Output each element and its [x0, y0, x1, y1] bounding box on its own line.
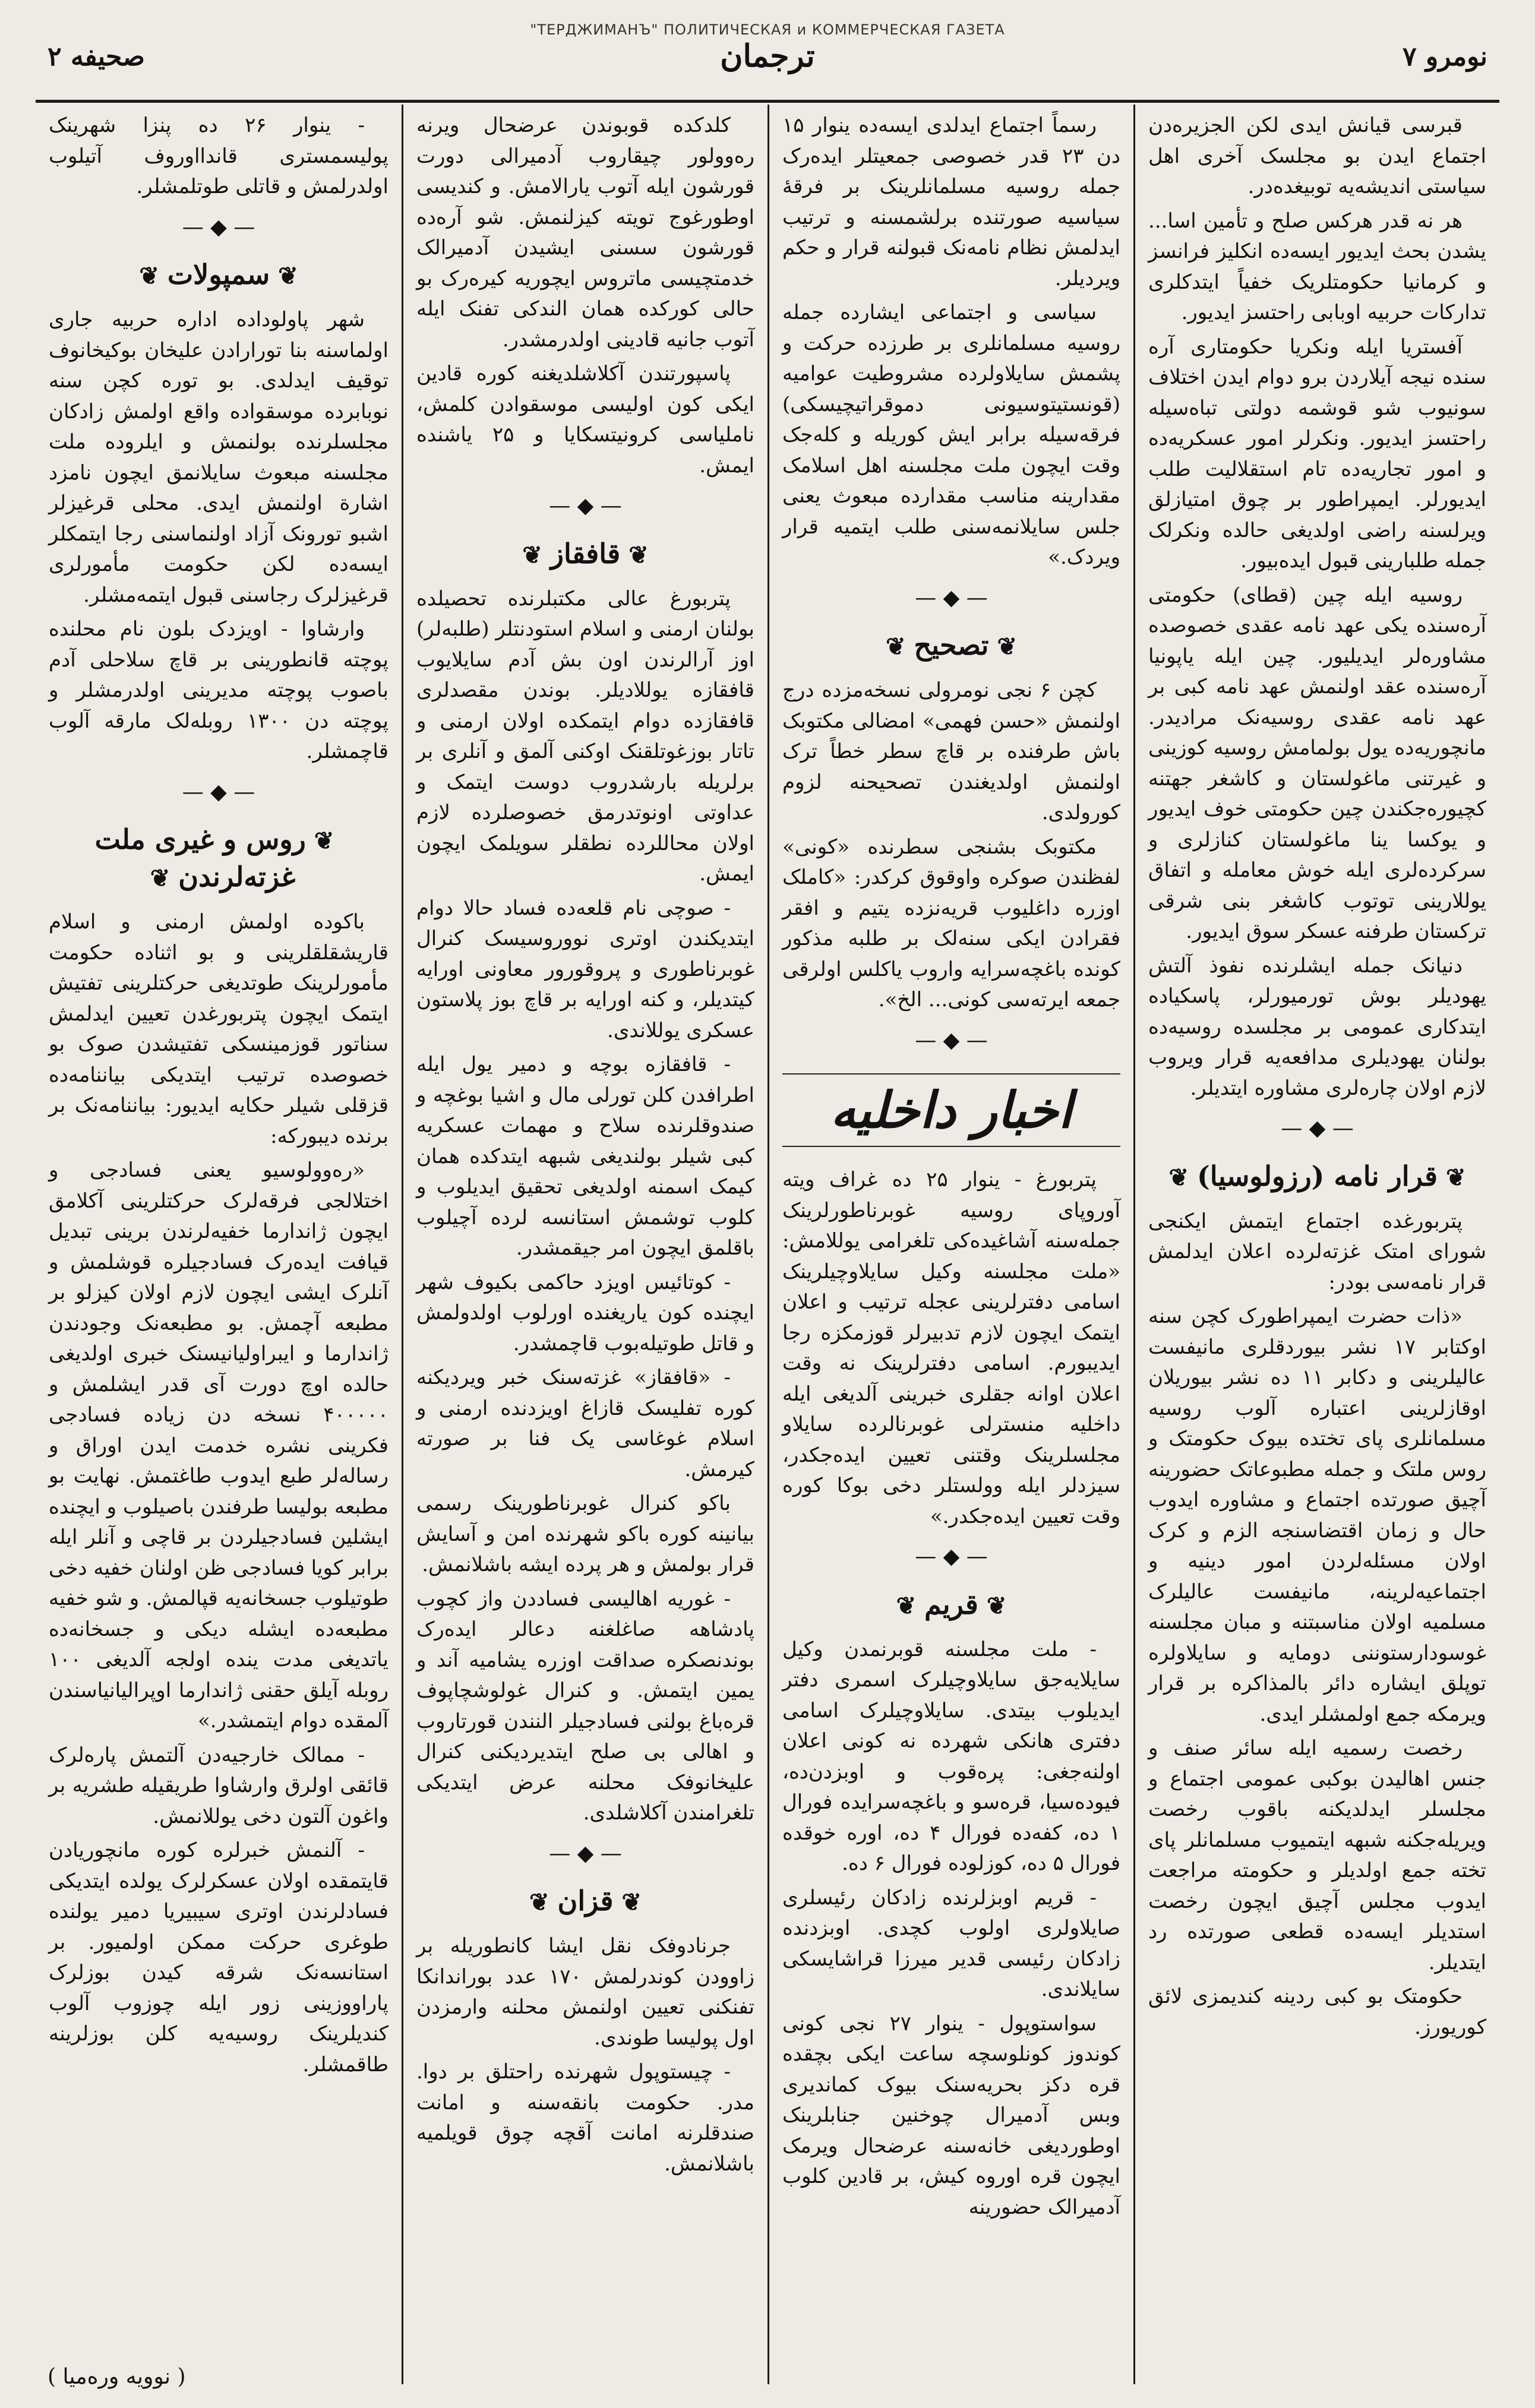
- ornament-icon: ❦: [997, 633, 1017, 661]
- paragraph: - ملت مجلسنه قوبرنمدن وکیل سایلایه‌جق سایلاوچیلرک اسمری دفتر ایدیلوب بیتدی. سایلاوچیلرک اسامی دفتری هانکی شهرده نه کونی اعلان اولنه‌جغی: پره‌قوب و اوبزدن‌ده، فیوده‌سیا، قره‌سو و باغچه‌سرایده فورال ۱ ده، کفه‌ده فورال ۴ ده، اوره خوقده فورال ۵ ده، کوزلوده فورال ۶ ده.: [782, 1637, 1120, 1875]
- ornament-icon: ❦: [150, 864, 170, 892]
- ornament-icon: ❦: [529, 1888, 549, 1916]
- russian-subtitle: "ТЕРДЖИМАНЪ" ПОЛИТИЧЕСКАЯ и КОММЕРЧЕСКАЯ ГАЗЕТА: [530, 21, 1005, 38]
- paragraph: «ره‌وولوسیو یعنی فسادجی و اختلالجی فرقه‌لرک حرکتلرینی آکلامق ایچون ژاندارما خفیه‌لرندن برینی تبدیل قیافت ایده‌رک فسادجیلره قوشلمش و آنلرک ایشی ایچون لازم اولان کیزلو بر مطبعه آچمش. بو مطبعه‌نک وجودندن ژاندارما و ایبراولیانیسنک خبری اولدیغی حالده اوچ دورت آی قدر ایشلمش و ۴۰۰۰۰۰ نسخه دن زیاده فسادجی فکرینی نشره خدمت ایدن اوراق و رساله‌لر طبع ایدوب طاغتمش. نهایت بو مطبعه بولیسا طرفندن باصیلوب و ایچنده ایشلین فسادجیلردن بر قاچی و آنلر ایله برابر کویا فسادجی ظن اولنان خفیه دخی طوتیلوب جسخانه‌یه قپالمش. و شو خفیه مطبعه‌ده ایشله دیکی و جسخانه‌ده یاتدیغی مدت ینده اولجه آلدیغی ۱۰۰ روبله آیلق حقنی ژاندارما اوپرالیانیاسندن آلمقده دوام ایتمشدر.»: [49, 1158, 389, 1733]
- section-divider: — ◆ —: [182, 779, 255, 804]
- paragraph: - قافقازه بوچه و دمیر یول ایله اطرافدن کلن تورلی مال و اشیا بوغچه و صندوقلرنده سلاح و مهمات عسکریه کبی شیلر بولندیغی شبهه ایتدکده همان کیمک اسمنه اولدیغی تحقیق ایدیلوب و کلوب توشمش استانسه لرده آچیلوب باقلمق ایچون امر جیقمشدر.: [416, 1053, 754, 1260]
- section-divider: — ◆ —: [549, 1841, 622, 1866]
- paragraph: وارشاوا - اویزدک بلون نام محلنده پوچته قانطورینی بر قاچ سلاحلی آدم باصوب پوچته مدیرینی اولدرمشلر و پوچته دن ۱۳۰۰ روبله‌لک مارقه آلوب قاچمشلر.: [49, 617, 389, 763]
- paragraph: پتربورغده اجتماع ایتمش ایکنجی شورای امتک غزته‌لرده اعلان ایدلمش قرار نامه‌سی بودر:: [1148, 1209, 1486, 1294]
- source-note: ( نوویه وره‌میا ): [48, 2365, 186, 2389]
- ornament-icon: ❦: [1445, 1163, 1466, 1192]
- paragraph: باکوده اولمش ارمنی و اسلام قاریشقلقلرینی و بو اثناده حکومت مأمورلرینک طوتدیغی حرکتلرینی تفتیش ایتمک ایچون پتربورغدن تعیین ایدلمش سناتور قوزمینسکی تفتیشدن صوک بو خصوصده ترتیب ایتدیکی بیاننامه‌ده قزقلی شیلر حکایه ایدیور: بیاننامه‌نک بر برنده دیبورکه:: [49, 910, 389, 1148]
- paragraph: رسماً اجتماع ایدلدی ایسه‌ده ینوار ۱۵ دن ۲۳ قدر خصوصی جمعیتلر ایده‌رک جمله روسیه مسلمانلرینک بر فرقهٔ سیاسیه صورتنده برلشمسنه و ترتیب ایدلمش نظام نامه‌نک قبولنه قرار و حکم ویردیلر.: [782, 113, 1120, 290]
- section-divider: — ◆ —: [915, 1544, 988, 1569]
- paragraph: کلدکده قوبوندن عرضحال ویرنه ره‌وولور چیقاروب آدمیرالی دورت قورشون ایله آتوب یارالامش. و کندیسی اوطورغوج تویته کیزلنمش. شو آره‌ده قورشون سسنی ایشیدن آدمیرالک خدمتچیسی ماتروس ایچوریه کیره‌رک بو حالی کورکده همان الندکی تفنک ایله آتوب جانیه قادینی اولدرمشدر.: [416, 113, 754, 352]
- section-divider: — ◆ —: [549, 494, 622, 518]
- paragraph: شهر پاولوداده اداره حربیه جاری اولماسنه بنا تورارادن علیخان بوکیخانوف توقیف ایدلدی. بو توره کچن سنه نوبابرده موسقواده واقع اولمش زادکان مجلسلرنده بولنمش و ایلروده ملت مجلسنه مبعوث سایلانمق ایچون نامزد اشارة اولنمش ایدی. محلی قرغیزلر اشبو تورونک آزاد اولنماسنی رجا ایتمکلر ایسه‌ده لکن حکومت مأمورلری قرغیزلرک رجاسنی قبول ایتمه‌مشلر.: [49, 308, 389, 607]
- section-heading: [782, 627, 1120, 665]
- section-heading-text: سمپولات: [167, 258, 270, 290]
- paragraph: هر نه قدر هرکس صلح و تأمین اسا... یشدن بحث ایدیور ایسه‌ده انکلیز فرانسز و کرمانیا حکومتلریک خفیاً ایتدکلری تدارکات حربیه اوبابی راحتسز ایدیور.: [1148, 208, 1486, 324]
- ornament-icon: ❦: [986, 1591, 1007, 1620]
- paragraph: حکومتک بو کبی ردینه کندیمزی لائق کوریورز.: [1148, 1984, 1486, 2039]
- ornament-icon: ❦: [886, 633, 906, 661]
- ornament-icon: ❦: [314, 827, 334, 855]
- section-heading-text: تصحیح: [914, 629, 989, 661]
- section-heading: [49, 257, 389, 294]
- paragraph: - ممالک خارجیه‌دن آلتمش پاره‌لرک قائقی اولرق وارشاوا طریقیله طشریه بر واغون آلتون دخی یوللانمش.: [49, 1743, 389, 1828]
- paragraph: دنیانک جمله ایشلرنده نفوذ آلتش یهودیلر بوش تورمیورلر، پاسکیاده ایتدکاری عمومی بر مجلسده روسیه‌ده بولنان یهودیلری مدافعه‌یه قرار ویروب لازم اولان چاره‌لری مشاوره ایتدیلر.: [1148, 953, 1486, 1100]
- paragraph: «ذات حضرت ایمپراطورک کچن سنه اوکتابر ۱۷ نشر بیوردقلری مانیفست عالیلرینی و دکابر ۱۱ ده نشر بیوریلان اوقازلرینی اعتباره آلوب روسیه مسلمانلری پای تختده بیوک حکومتک و روس ملتک و جمله مطبوعاتک حضورینه آچیق صورتده اجتماع و مشاوره ایدوب حال و زمان اقتضاسنجه الزم و کرک اولان مسئله‌لردن امور دینیه و اجتماعیه‌لرینه، مانیفست عالیلرک مسلمیه اولان مناسبتنه و مبان مجلسنه غوسودارستوننی دومایه و سایلاولره توپلق ایشاره دائر بالمذاکره بر قرار ویرمکه جمع اولمشلر ایدی.: [1148, 1304, 1487, 1726]
- paragraph: پاسپورتندن آکلاشلدیغنه کوره قادین ایکی کون اولیسی موسقوادن کلمش، ناملیاسی کرونیتسکایا و ۲۵ یاشنده ایمش.: [416, 362, 754, 478]
- section-heading-text: قریم: [924, 1588, 978, 1620]
- paragraph: - صوچی نام قلعه‌ده فساد حالا دوام ایتدیکندن اوتری نووروسیسک کنرال غوبرناطوری و پروقورور معاونی اورایه کیتدیلر، و کنه اورایه بر قاچ بوز پلاستون عسکری یوللاندی.: [416, 896, 754, 1042]
- section-divider: — ◆ —: [915, 1028, 988, 1053]
- paragraph: قبرسی قیانش ایدی لکن الجزیره‌دن اجتماع ایدن بو مجلسک آخری اهل سیاستی اندیشه‌یه توبیغده‌در.: [1148, 113, 1486, 198]
- paragraph: مکتوبک بشنجی سطرنده «کونی» لفظندن صوکره واوقوق کرکدر: «کاملک اوزره داغلیوب قریه‌نزده یتیم و افقر فقرادن ایکی سنه‌لک بر طلبه مذکور کونده باغچه‌سرایه واروب یاکلس اولرقی جمعه ایرته‌سی کونی... الخ».: [782, 835, 1120, 1012]
- column-2: [768, 105, 1133, 2384]
- ornament-icon: ❦: [278, 262, 298, 290]
- paragraph: کچن ۶ نجی نومرولی نسخه‌مزده درج اولنمش «حسن فهمی» امضالی مکتوبک باش طرفنده بر قاچ سطر خطاً ترک اولنمش اولدیغندن تصحیحنه لزوم کورولدی.: [782, 678, 1120, 824]
- paragraph: - غوریه اهالیسی فساددن واز کچوب پادشاهه صاغلغنه دعالر ایده‌رک بوندنصکره صداقت اوزره یشامیه آند و یمین ایتمش. و کنرال غولوشچاپوف قره‌باغ بولنی فسادجیلر النندن قورتاروب و اهالی بی صلح ایتدیردیکنی کنرال علیخانوفک محلنه عرض ایتدیکی تلغرامندن آکلاشلدی.: [416, 1587, 754, 1825]
- paragraph: سیاسی و اجتماعی ایشارده جمله روسیه مسلمانلری بر طرزده حرکت و پشمش سایلاولرده مشروطیت عوامیه (قونستیتوسیونی دموقراتیچیسکی) فرقه‌سیله برابر ایش کوریله و کله‌جک وقت ایچون ملت مجلسنه اهل اسلامک مقدارینه مناسب مقدارده مبعوث یعنی جلس سایلانمه‌سنی طلب ایتمیه قرار ویردک.»: [782, 301, 1120, 569]
- section-heading: [416, 536, 754, 573]
- paragraph: جرنادوفک نقل ایشا کانطوریله بر زاوودن کوندرلمش ۱۷۰ عدد بوراندانکا تفنکنی تعیین اولنمش محلنه وارمزدن اول پولیسا طوندی.: [416, 1934, 754, 2050]
- ornament-icon: ❦: [522, 541, 542, 569]
- paragraph: - «قافقاز» غزته‌سنک خبر ویردیکنه کوره تفلیسک قازاغ اویزدنده ارمنی و اسلام غوغاسی یک فنا بر صورته کیرمش.: [416, 1366, 754, 1481]
- paragraph: - چیستوپول شهرنده راحتلق بر دوا. مدر. حکومت بانقه‌سنه و امانت صندقلرنه امانت آقچه چوق قویلمیه باشلانمش.: [416, 2060, 754, 2176]
- column-1: [1133, 105, 1499, 2384]
- paragraph: رخصت رسمیه ایله سائر صنف و جنس اهالیدن بوکبی عمومی اجتماع و مجلسلر ایدلدیکنه باقوب رخصت ویریله‌جکنه شبهه ایتمیوب مسلمانلر پای تخته جمع اولدیلر و حکومته مراجعت ایدوب مجلس آچیق ایچون رخصت استدیلر ایسه‌ده قطعی صورتده رد ایتدیلر.: [1148, 1736, 1486, 1974]
- paragraph: - قریم اوبزلرنده زادکان رئیسلری صایلاولری اولوب کچدی. اوبزدنده زادکان رئیسی قدیر میرزا قراشایسکی سایلاندی.: [782, 1885, 1120, 2001]
- paragraph: - آلنمش خبرلره کوره مانچوریادن قایتمقده اولان عسکرلرک یولده ایتدیکی فسادلرندن اوتری سیبیریا دمیر یولنده طوغری حرکت ممکن اولمیور. بر استانسه‌نک شرقه کیدن بوزلرک پاراووزینی زور ایله چوزوب آلوب کندیلرینک روسیه‌یه کلن بوزلرینه طاقمشلر.: [49, 1838, 389, 2077]
- ornament-icon: ❦: [896, 1591, 917, 1620]
- paragraph: روسیه ایله چین (قطای) حکومتی آره‌سنده یکی عهد نامه عقدی خصوصده مشاوره‌لر ایدیلیور. چین ایله یاپونیا آره‌سنده عقد اولنمش عهد نامه کبی بر عهد نامه عقدی روسیه‌نک مرادیدر. مانچوریه‌ده یول بولمامش روسیه کوزینی و غیرتنی ماغولستان و کاشغر جهتنه کچیوره‌جکندن چین حکومتی خوف ایدیور و یوکسا ینا ماغولستان کنازلری و سرکرده‌لری ایله خوش معامله و اتفاق یوللارینی توتوب کاشغر بنی شرقی ترکستان طرفنه عسکر سوق ایدیور.: [1148, 583, 1486, 943]
- section-heading: [416, 1883, 754, 1920]
- section-heading-text: قزان: [557, 1885, 614, 1917]
- paragraph: - کوتائیس اویزد حاکمی بکیوف شهر ایچنده کون یاریغنده اورلوب اولدولمش و قاتل طوتیله‌بوب قاچمشدر.: [416, 1270, 754, 1355]
- section-heading: [782, 1587, 1120, 1624]
- section-divider: — ◆ —: [915, 585, 988, 610]
- section-divider: — ◆ —: [182, 214, 255, 239]
- paragraph: باکو کنرال غوبرناطورینک رسمی بیانینه کوره باکو شهرنده امن و آسایش قرار بولمش و هر پرده ایشه باشلانمش.: [416, 1491, 754, 1576]
- section-heading: [49, 821, 389, 896]
- article-columns: [36, 105, 1499, 2384]
- paragraph: سواستوپول - ینوار ۲۷ نجی کونی کوندوز کونلوسچه ساعت ایکی بچقده قره دکز بحریه‌سنک بیوک کماندیری وبس آدمیرال چوخنین جنابلرینک اوطوردیغی خانه‌سنه عرضحال ویرمک ایچون قره اوروه کیش، بر قادین کلوب آدمیرالک حضورینه: [782, 2011, 1120, 2219]
- paragraph: - ینوار ۲۶ ده پنزا شهرینک پولیسمستری قاندااوروف آتیلوب اولدرلمش و قاتلی طوتلمشلر.: [49, 113, 389, 198]
- issue-number: نومرو ۷: [1402, 42, 1487, 72]
- ornament-icon: ❦: [1168, 1163, 1189, 1192]
- ornament-icon: ❦: [621, 1888, 642, 1916]
- column-4: [36, 105, 402, 2384]
- paragraph: آفستریا ایله ونکریا حکومتاری آره سنده نیجه آیلاردن برو دوام ایدن اختلاف سونیوب شو قوشمه دولتی تباه‌سیله راحتسز ایدیور. ونکرلر امور عسکریه‌ده و امور تجاریه‌ده تام استقلالیت طلب ایدیورلر. ایمپراطور بر چوق امتیازلق ویرلسنه راضی اولدیغی حالده ونکرلک جمله طلبارینی قبول ایده‌بیور.: [1148, 334, 1486, 573]
- section-heading: اخبار داخلیه: [782, 1073, 1120, 1147]
- ornament-icon: ❦: [139, 262, 159, 290]
- section-heading: [1148, 1158, 1486, 1196]
- newspaper-title: ترجمان: [720, 38, 815, 74]
- ornament-icon: ❦: [628, 541, 649, 569]
- page-number: صحيفه ۲: [48, 42, 145, 72]
- section-divider: — ◆ —: [1281, 1116, 1354, 1140]
- masthead: [36, 17, 1499, 103]
- paragraph: پتربورغ عالی مکتبلرنده تحصیلده بولنان ارمنی و اسلام استودنتلر (طلبه‌لر) اوز آرالرندن اون بش آدم سایلایوب قافقازه یوللادیلر. بوندن مقصدلری قافقازده دوام ایتمکده اولان ارمنی و تاتار بوزغوتلقنک اوکنی آلمق و آنلری بر برلریله بارشدروب دوست ایتمک و عداوتی اونوتدرمق خصوصلرده لازم اولان محاللرده نطقلر سویلمک ایچون ایمش.: [416, 586, 754, 886]
- column-3: [402, 105, 768, 2384]
- section-heading-text: قرار نامه (رزولوسیا): [1197, 1159, 1438, 1192]
- section-heading-text: روس و غیری ملت غزته‌لرندن: [94, 823, 306, 893]
- paragraph: پتربورغ - ینوار ۲۵ ده غراف ویته آوروپای روسیه غوبرناطورلرینک جمله‌سنه آشاغیده‌کی تلغرامی یوللامش: «ملت مجلسنه وکیل سایلاوچیلرینک اسامی دفترلرینی عجله ترتیب و اعلان ایتمک ایچون لازم تدبیرلر قوزمکزه رجا ایدیبورم. اسامی دفترلرینک نه وقت اعلان اوانه جقلری خبرینی آلدیغی ایله داخلیه منسترلی غوبرنالرده سایلاو مجلسلرینک وقتنی تعیین ایده‌جکدر، سیزدلر ایله وولستلر دخی بوکا کوره وقت تعیین ایده‌جکدر.»: [782, 1168, 1120, 1528]
- section-heading-text: قافقاز: [550, 537, 621, 570]
